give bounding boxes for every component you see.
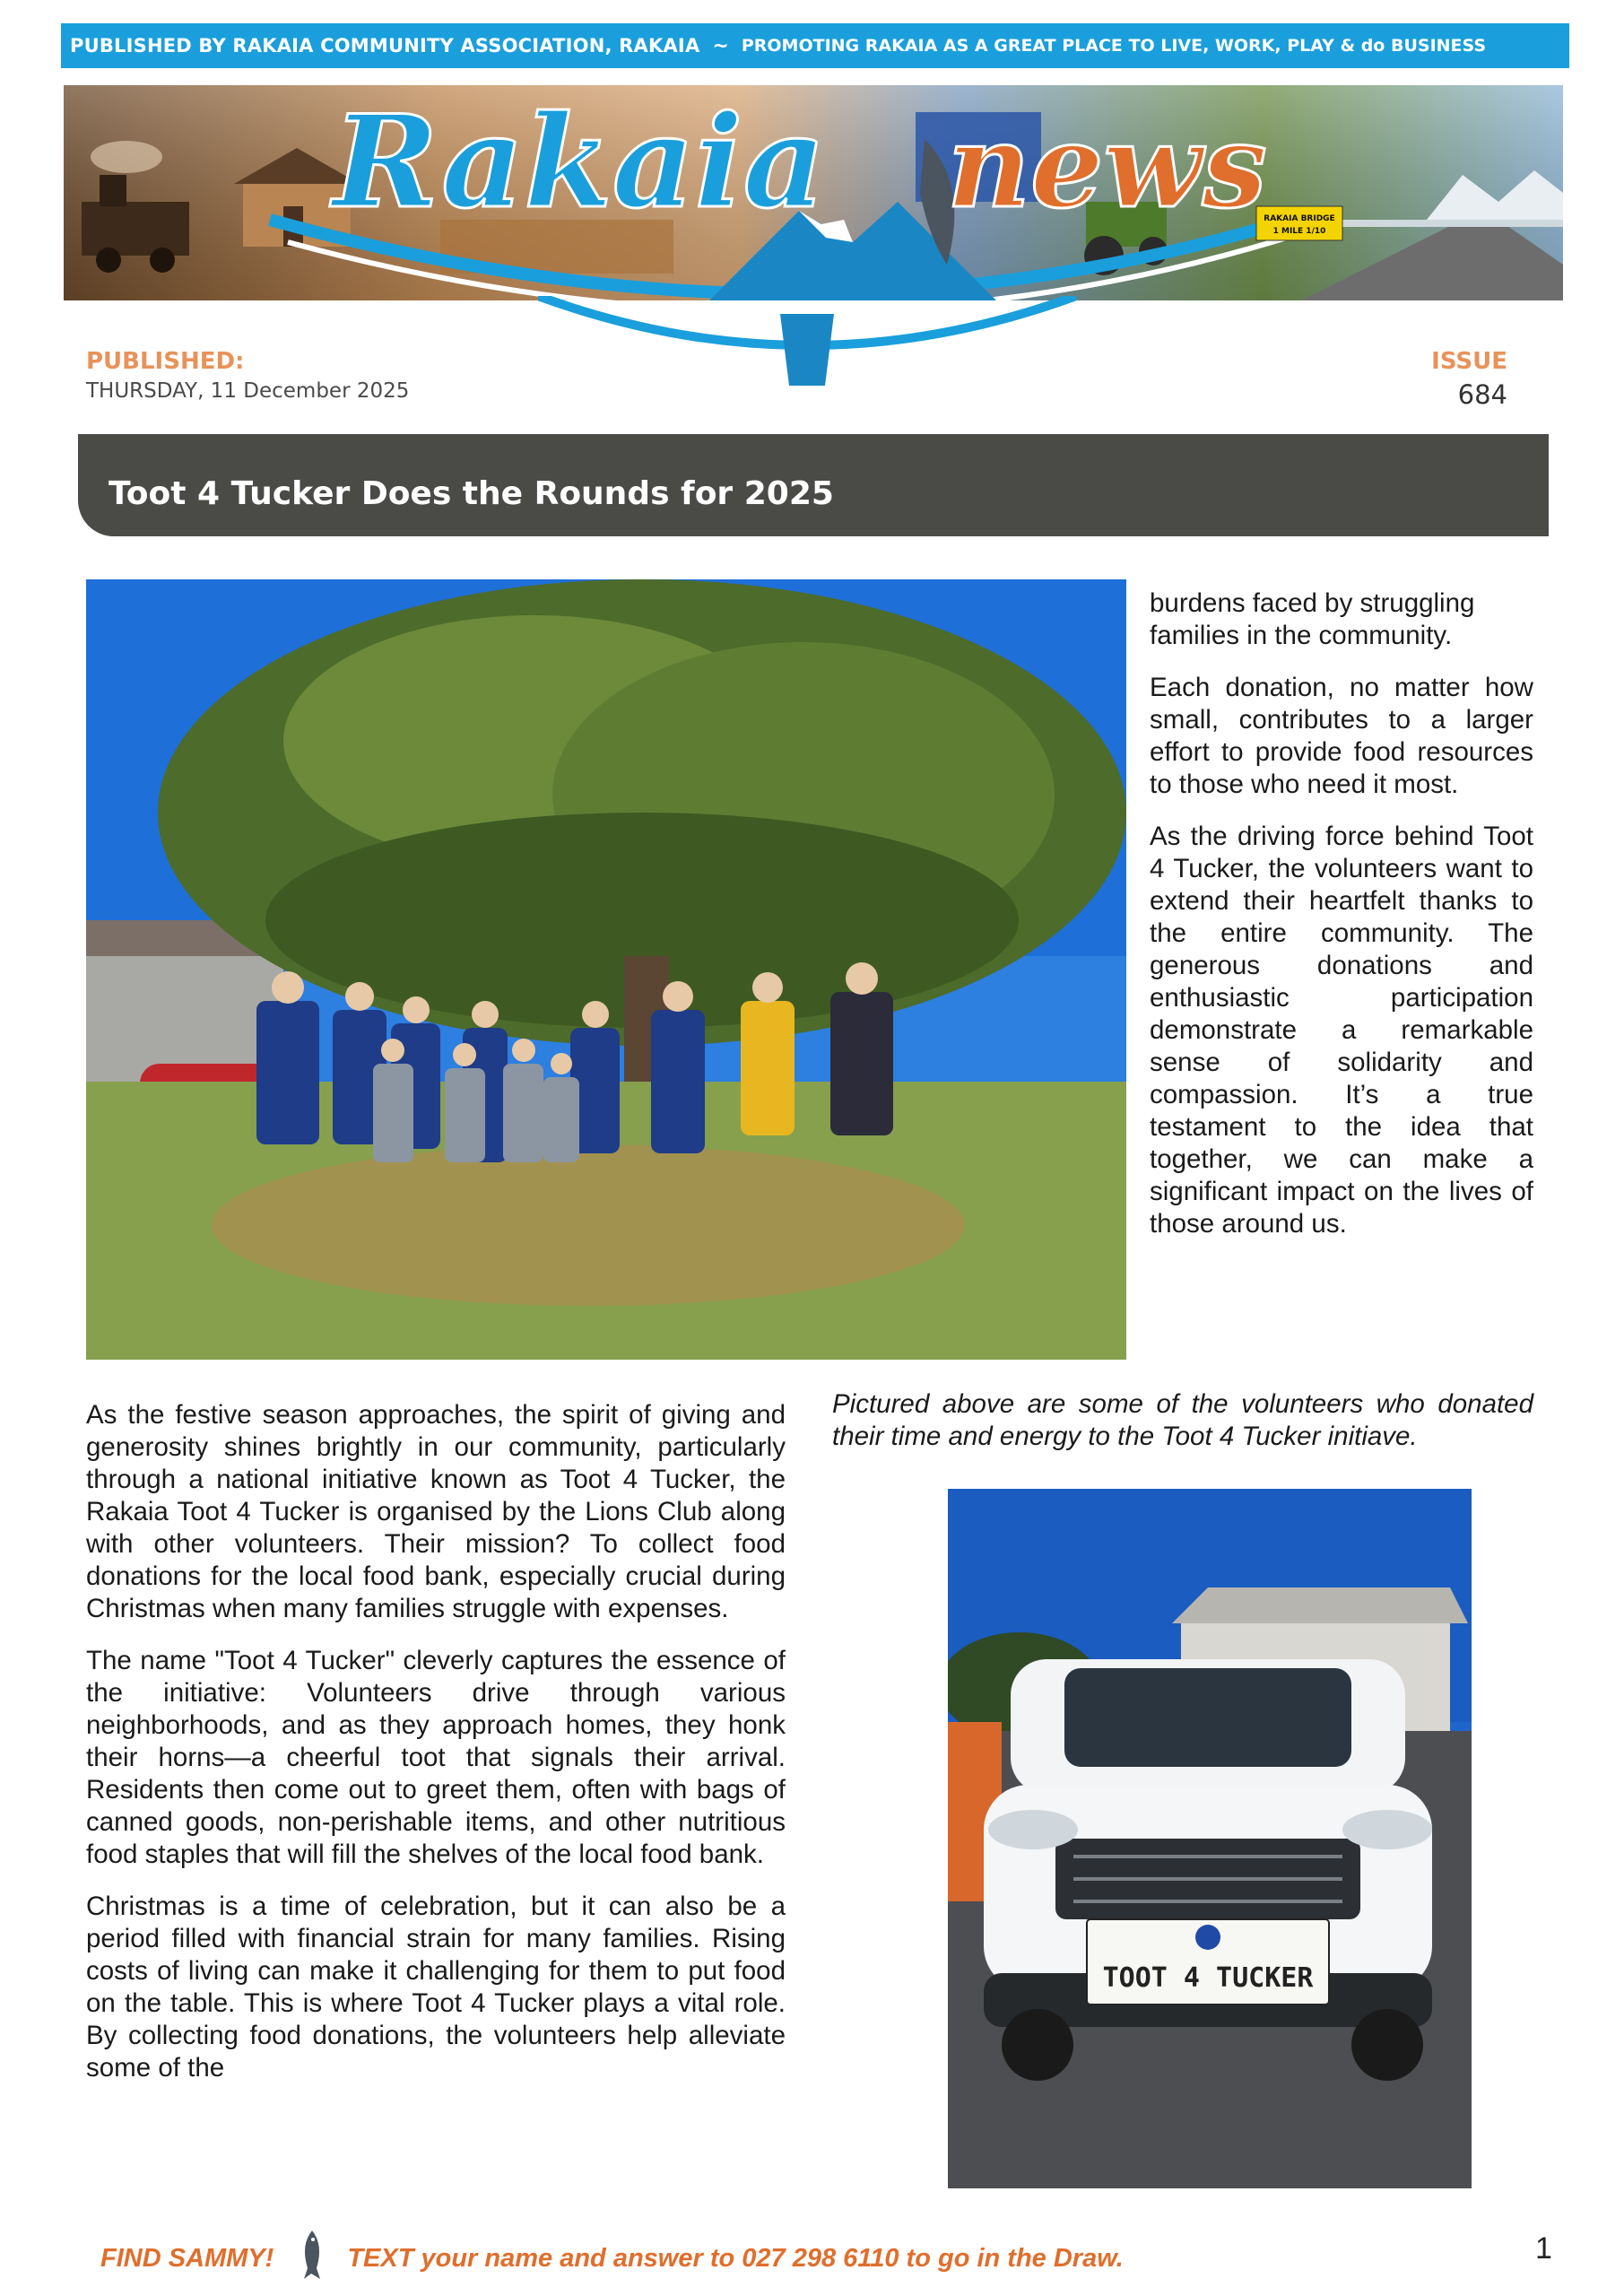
published-label: PUBLISHED: xyxy=(86,348,245,375)
volunteers-photo xyxy=(86,579,1126,1360)
article-paragraph: Christmas is a time of celebration, but it can also be a period filled with financial strain for many families. Rising costs of living can make it challenging for them to put food on the table. This is where Toot 4 Tucker plays a vital role. By collecting food donations, the volunteers help alleviate some of the xyxy=(86,1892,786,2083)
masthead-title-news: news xyxy=(947,100,1267,234)
masthead-title-rakaia: Rakaia xyxy=(333,88,826,237)
masthead-swoosh xyxy=(538,296,1076,404)
bridge-sign-line1: RAKAIA BRIDGE xyxy=(1264,214,1335,223)
strip-separator: ~ xyxy=(712,34,729,57)
article-right-column xyxy=(1150,587,1533,1260)
article-paragraph: As the festive season approaches, the spirit of giving and generosity shines brightly in our community, particularly through a national initiative known as Toot 4 Tucker, the Rakaia Toot 4 Tucker is organised by the Lions Club along with other volunteers. Their mission? To collect food donations for the local food bank, especially crucial during Christmas when many families struggle with expenses. xyxy=(86,1400,786,1623)
issue-label: ISSUE xyxy=(1431,348,1507,375)
find-sammy-instructions: TEXT your name and answer to 027 298 6110 to go in the Draw. xyxy=(347,2243,1124,2273)
publisher-text: PUBLISHED BY RAKAIA COMMUNITY ASSOCIATION, RAKAIA xyxy=(70,35,700,57)
find-sammy-footer xyxy=(100,2229,1124,2288)
fish-icon xyxy=(297,2229,327,2288)
page-number: 1 xyxy=(1535,2231,1552,2266)
article-paragraph: Each donation, no matter how small, contributes to a larger effort to provide food resources to those who need it most. xyxy=(1150,673,1533,799)
bridge-sign-line2: 1 MILE 1/10 xyxy=(1272,227,1326,236)
published-date: THURSDAY, 11 December 2025 xyxy=(86,379,410,403)
ute-photo xyxy=(948,1489,1472,2188)
lions-club-icon xyxy=(1195,1925,1220,1950)
article-left-column xyxy=(86,1399,786,2104)
publisher-strip xyxy=(61,23,1569,68)
tagline-text: PROMOTING RAKAIA AS A GREAT PLACE TO LIVE, WORK, PLAY & do BUSINESS xyxy=(741,36,1487,56)
find-sammy-label: FIND SAMMY! xyxy=(100,2243,274,2273)
photo-caption: Pictured above are some of the volunteers who donated their time and energy to the Toot 4 Tucker initiave. xyxy=(832,1389,1533,1451)
article-headline: Toot 4 Tucker Does the Rounds for 2025 xyxy=(109,475,834,512)
article-paragraph: burdens faced by struggling families in the community. xyxy=(1150,588,1475,650)
article-paragraph: As the driving force behind Toot 4 Tucker, the volunteers want to extend their heartfelt thanks to the entire community. The generous donations and enthusiastic participation demonstrate a remarkable sense of solidarity and compassion. It’s a true testament to the idea that together, we can make a significant impact on the lives of those around us. xyxy=(1150,822,1533,1239)
headline-bar xyxy=(78,434,1549,536)
issue-number: 684 xyxy=(1457,379,1507,410)
plate-text: TOOT 4 TUCKER xyxy=(1102,1962,1314,1994)
masthead-banner xyxy=(64,85,1563,300)
article-paragraph: The name "Toot 4 Tucker" cleverly captures the essence of the initiative: Volunteers drive through various neighborhoods, and as they approach homes, they honk their horns—a cheerful toot that signals their arrival. Residents then come out to greet them, often with bags of canned goods, non-perishable items, and other nutritious food staples that will fill the shelves of the local food bank. xyxy=(86,1646,786,1869)
